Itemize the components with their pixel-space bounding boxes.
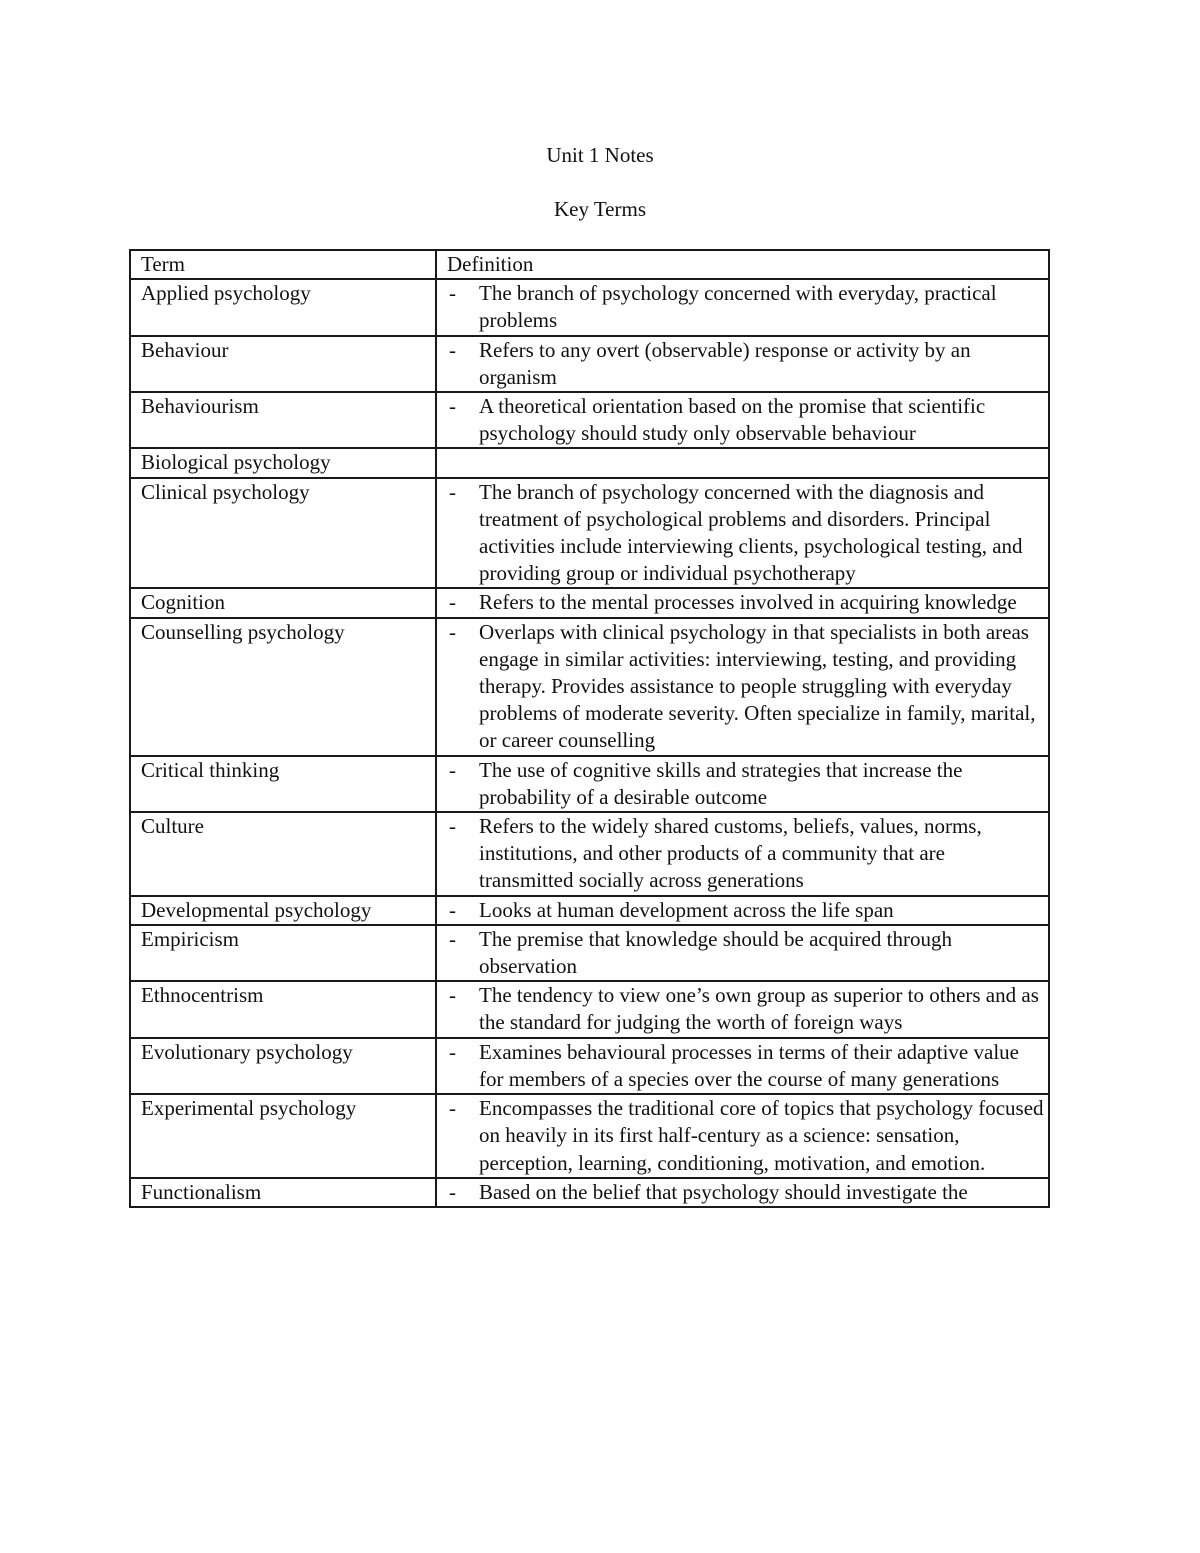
dash-bullet: - [449,897,456,922]
dash-bullet: - [449,394,456,419]
table-row [130,478,1049,589]
definition-bullet-item [447,589,1044,616]
definition-text: Examines behavioural processes in terms of their adaptive value for members of a species over the course of many generations [479,1039,1019,1091]
table-row [130,279,1049,335]
dash-bullet: - [449,1179,456,1204]
definition-text: The tendency to view one’s own group as superior to others and as the standard for judging the worth of foreign ways [479,983,1039,1035]
definition-cell [436,925,1049,981]
term-cell: Behaviour [130,336,436,392]
definition-cell [436,279,1049,335]
definition-cell [436,1178,1049,1207]
table-row [130,392,1049,448]
dash-bullet: - [449,926,456,951]
definition-text: Overlaps with clinical psychology in that specialists in both areas engage in similar activities: interviewing, testing, and providing therapy. Provides assistance to people struggling with everyday problems of moderate severity. Often specialize in family, marital, or career counselling [479,619,1036,753]
key-terms-table [129,249,1050,1208]
definition-cell [436,448,1049,477]
table-row [130,588,1049,617]
table-row [130,618,1049,756]
dash-bullet: - [449,1039,456,1064]
definition-cell [436,336,1049,392]
term-cell: Biological psychology [130,448,436,477]
dash-bullet: - [449,590,456,615]
table-row [130,925,1049,981]
term-cell: Experimental psychology [130,1094,436,1178]
definition-bullet-item [447,1179,1044,1206]
definition-cell [436,478,1049,589]
definition-text: Encompasses the traditional core of topics that psychology focused on heavily in its first half-century as a science: sensation, perception, learning, conditioning, motivation, and emotion. [479,1096,1044,1175]
dash-bullet: - [449,983,456,1008]
definition-text: Looks at human development across the life span [479,897,894,922]
term-cell: Evolutionary psychology [130,1038,436,1094]
definition-text: The use of cognitive skills and strategies that increase the probability of a desirable outcome [479,757,963,809]
definition-bullet-item [447,337,1044,391]
definition-cell [436,756,1049,812]
term-cell: Ethnocentrism [130,981,436,1037]
term-cell: Critical thinking [130,756,436,812]
page-subtitle: Key Terms [553,197,647,221]
dash-bullet: - [449,281,456,306]
definition-text: A theoretical orientation based on the promise that scientific psychology should study only observable behaviour [479,394,986,446]
dash-bullet: - [449,757,456,782]
table-row [130,1038,1049,1094]
dash-bullet: - [449,814,456,839]
definition-bullet-item [447,280,1044,334]
term-cell: Developmental psychology [130,896,436,925]
definition-text: Based on the belief that psychology should investigate the [479,1179,968,1204]
definition-bullet-item [447,1039,1044,1093]
term-cell: Clinical psychology [130,478,436,589]
term-cell: Cognition [130,588,436,617]
dash-bullet: - [449,479,456,504]
definition-cell [436,618,1049,756]
definition-text: Refers to the widely shared customs, beliefs, values, norms, institutions, and other products of a community that are transmitted socially across generations [479,814,982,893]
definition-bullet-item [447,897,1044,924]
definition-cell [436,1094,1049,1178]
table-header-row [130,250,1049,279]
definition-text: The premise that knowledge should be acquired through observation [479,926,952,979]
definition-text: Refers to the mental processes involved in acquiring knowledge [479,590,1017,615]
definition-bullet-item [447,757,1044,811]
definition-cell [436,981,1049,1037]
definition-bullet-item [447,1095,1044,1177]
definition-bullet-item [447,619,1044,755]
header-definition: Definition [436,250,1049,279]
table-row [130,448,1049,477]
table-row [130,1094,1049,1178]
definition-bullet-item [447,479,1044,588]
table-row [130,896,1049,925]
key-terms-table-body [130,250,1049,1207]
definition-cell [436,812,1049,896]
term-cell: Empiricism [130,925,436,981]
table-row [130,336,1049,392]
term-cell: Culture [130,812,436,896]
definition-bullet-item [447,982,1044,1036]
definition-cell [436,1038,1049,1094]
table-row [130,981,1049,1037]
definition-bullet-item [447,393,1044,447]
definition-cell [436,588,1049,617]
term-cell: Applied psychology [130,279,436,335]
table-row [130,1178,1049,1207]
term-cell: Behaviourism [130,392,436,448]
definition-text: Refers to any overt (observable) response or activity by an organism [479,337,971,389]
definition-cell [436,896,1049,925]
term-cell: Functionalism [130,1178,436,1207]
page-title: Unit 1 Notes [546,143,654,167]
definition-text: The branch of psychology concerned with the diagnosis and treatment of psychological problems and disorders. Principal activities include interviewing clients, psychological testing, and providing group or individual psychotherapy [479,479,1023,586]
definition-bullet-item [447,926,1044,980]
table-row [130,756,1049,812]
table-row [130,812,1049,896]
dash-bullet: - [449,619,456,644]
definition-bullet-item [447,813,1044,895]
dash-bullet: - [449,337,456,362]
dash-bullet: - [449,1096,456,1121]
definition-text: The branch of psychology concerned with everyday, practical problems [479,281,997,333]
term-cell: Counselling psychology [130,618,436,756]
header-term: Term [130,250,436,279]
definition-cell [436,392,1049,448]
